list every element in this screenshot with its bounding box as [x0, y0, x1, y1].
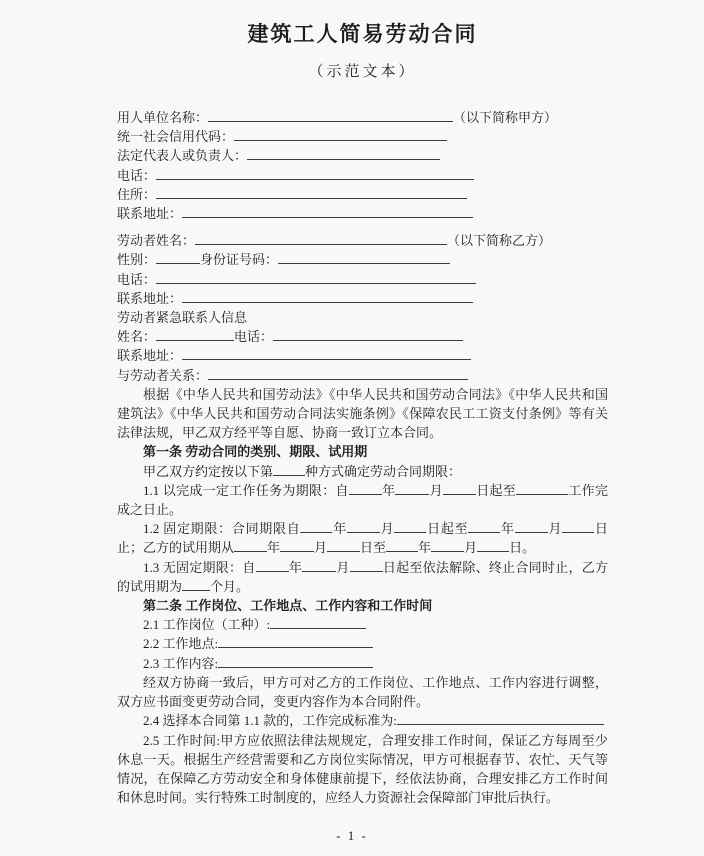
- clause-text: 2.3 工作内容:: [143, 655, 219, 671]
- blank-line: [397, 713, 604, 725]
- preamble-paragraph: 根据《中华人民共和国劳动法》《中华人民共和国劳动合同法》《中华人民共和国建筑法》《中华人民共和国劳动合同法实施条例》《保障农民工工资支付条例》等有关法律法规，甲乙双方经平等自愿、协商一致订立本合同。: [117, 386, 608, 441]
- blank-field: [443, 483, 476, 495]
- clause-text: 1.2 固定期限：合同期限自: [143, 521, 301, 537]
- article-1-intro: [117, 462, 608, 481]
- field-label: 法定代表人或负责人：: [117, 148, 248, 164]
- clause-text: 年: [332, 521, 347, 537]
- adjustment-paragraph: 经双方协商一致后，甲方可对乙方的工作岗位、工作地点、工作内容进行调整，双方应书面变更劳动合同，变更内容作为本合同附件。: [117, 674, 608, 710]
- field-label: 电话：: [117, 167, 157, 183]
- blank-line: [195, 233, 447, 245]
- blank-field: [280, 540, 314, 552]
- page-number: - 1 -: [336, 828, 368, 843]
- field-label: 劳动者姓名：: [117, 233, 196, 249]
- field-emergency-address: [117, 346, 608, 365]
- clause-text: 月: [336, 559, 350, 575]
- field-credit-code: [117, 127, 608, 146]
- party-b-alias-note: （以下简称乙方）: [447, 233, 552, 249]
- clause-2-3: [117, 654, 608, 673]
- article-2-heading: 第二条 工作岗位、工作地点、工作内容和工作时间: [143, 598, 433, 614]
- party-a-alias-note: （以下简称甲方）: [453, 110, 558, 125]
- field-label: 统一社会信用代码：: [117, 129, 235, 145]
- clause-text: 月: [429, 482, 443, 498]
- blank-line: [273, 329, 463, 341]
- blank-line: [278, 252, 450, 264]
- clause-text: 1.3 无固定期限：自: [143, 559, 256, 575]
- clause-text: 日至: [360, 540, 387, 556]
- clause-text: 2.4 选择本合同第 1.1 款的，工作完成标准为:: [143, 713, 397, 729]
- clause-text: 月: [547, 521, 563, 537]
- blank-line: [182, 348, 471, 360]
- field-label: 联系地址：: [117, 206, 183, 222]
- clause-text: 月: [314, 540, 328, 556]
- field-label: 姓名：: [117, 329, 157, 345]
- field-employer-residence: [117, 185, 608, 204]
- clause-text: 日起至依法解除、终止合同时止，乙方的试用期为: [117, 559, 608, 594]
- field-label: 身份证号码：: [200, 252, 279, 268]
- clause-text: 月: [464, 540, 478, 556]
- blank-line: [218, 656, 373, 668]
- blank-field: [516, 483, 568, 495]
- clause-text: 2.2 工作地点:: [143, 636, 219, 652]
- blank-field: [300, 521, 332, 533]
- clause-text: 甲乙双方约定按以下第: [143, 463, 274, 479]
- blank-field: [477, 540, 509, 552]
- document-title: 建筑工人简易劳动合同: [247, 22, 478, 46]
- field-employer-phone: [117, 166, 608, 185]
- blank-line: [156, 168, 474, 180]
- clause-2-1: [117, 615, 608, 634]
- field-label: 电话：: [117, 271, 157, 287]
- blank-field: [468, 521, 500, 533]
- blank-line: [218, 636, 373, 648]
- field-employer-address: [117, 204, 608, 223]
- document-subtitle: （示范文本）: [308, 64, 417, 80]
- field-label: 住所：: [117, 186, 157, 202]
- field-label: 电话：: [234, 329, 274, 345]
- blank-line: [156, 329, 234, 341]
- clause-text: 工作完成之日止。: [117, 482, 608, 518]
- clause-text: 日。: [509, 540, 536, 556]
- clause-text: 日止；乙方的试用期从: [117, 521, 608, 556]
- clause-text: 年: [500, 521, 515, 537]
- clause-text: 年: [288, 559, 303, 575]
- blank-line: [208, 110, 453, 122]
- field-label: 性别：: [117, 252, 157, 268]
- document-body: [117, 108, 608, 807]
- blank-line: [156, 187, 467, 199]
- blank-field: [182, 579, 210, 591]
- clause-text: 日起至: [426, 521, 469, 537]
- field-worker-phone: [117, 270, 608, 289]
- clause-1-3: [117, 558, 608, 596]
- blank-field: [562, 521, 594, 533]
- field-label: 联系地址：: [117, 348, 183, 364]
- field-legal-rep: [117, 146, 608, 165]
- blank-line: [208, 368, 468, 380]
- blank-field: [302, 560, 336, 572]
- article-1-section: [117, 442, 608, 596]
- blank-field: [327, 540, 360, 552]
- clause-text: 年: [381, 482, 396, 498]
- field-label: 联系地址：: [117, 290, 183, 306]
- blank-line: [182, 291, 473, 303]
- blank-line: [270, 617, 366, 629]
- clause-2-4: [117, 711, 608, 730]
- blank-line: [234, 129, 447, 141]
- blank-line: [156, 272, 476, 284]
- field-worker-name: [117, 231, 608, 250]
- article-1-heading: 第一条 劳动合同的类别、期限、试用期: [143, 444, 368, 460]
- blank-field: [515, 521, 548, 533]
- clause-text: 种方式确定劳动合同期限：: [305, 463, 462, 479]
- blank-field: [234, 540, 267, 552]
- field-worker-gender-id: [117, 250, 608, 269]
- emergency-contact-heading: 劳动者紧急联系人信息: [117, 310, 248, 326]
- clause-1-2: [117, 519, 608, 557]
- party-a-section: [117, 108, 608, 223]
- clause-2-5: 2.5 工作时间:甲方应依照法律法规规定，合理安排工作时间，保证乙方每周至少休息一天。根据生产经营需要和乙方岗位实际情况，甲方可根据春节、农忙、天气等情况，在保障乙方劳动安全和身体健康前提下，经依法协商，合理安排乙方工作时间和休息时间。实行特殊工时制度的，应经人力资源社会保障部门审批后执行。: [117, 732, 608, 806]
- blank-field: [395, 483, 429, 495]
- blank-field: [350, 560, 383, 572]
- blank-field: [386, 540, 418, 552]
- field-label: 用人单位名称：: [117, 110, 209, 125]
- blank-field: [349, 483, 382, 495]
- clause-2-2: [117, 634, 608, 653]
- clause-text: 2.1 工作岗位（工种）:: [143, 617, 271, 633]
- clause-text: 月: [379, 521, 395, 537]
- blank-line: [182, 206, 473, 218]
- blank-field: [273, 464, 305, 476]
- field-employer-name: [117, 108, 608, 127]
- blank-line: [247, 148, 440, 160]
- clause-text: 1.1 以完成一定工作任务为期限：自: [143, 482, 349, 498]
- article-2-section: [117, 596, 608, 807]
- blank-field: [394, 521, 426, 533]
- field-emergency-name-phone: [117, 327, 608, 346]
- field-worker-address: [117, 289, 608, 308]
- field-label: 与劳动者关系：: [117, 367, 209, 383]
- clause-text: 年: [267, 540, 281, 556]
- blank-line: [156, 252, 200, 264]
- blank-field: [347, 521, 380, 533]
- party-b-section: [117, 231, 608, 385]
- clause-text: 个月。: [210, 578, 250, 594]
- blank-field: [431, 540, 464, 552]
- clause-1-1: [117, 481, 608, 519]
- blank-field: [256, 560, 289, 572]
- field-emergency-relation: [117, 366, 608, 385]
- clause-text: 日起至: [475, 482, 517, 498]
- clause-text: 年: [418, 540, 432, 556]
